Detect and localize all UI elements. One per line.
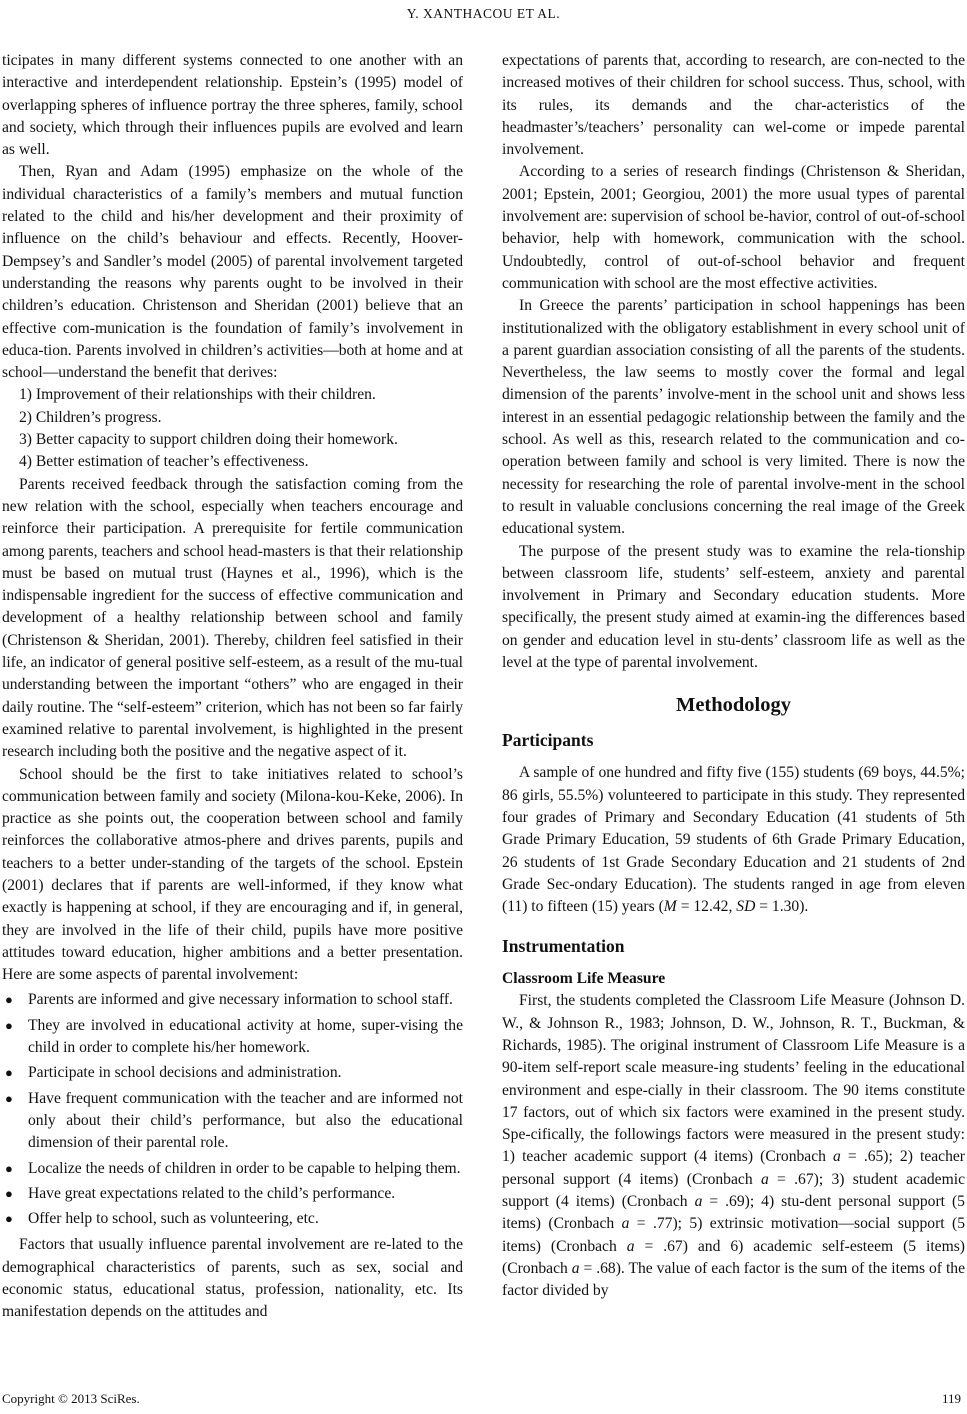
text-run: = 1.30).	[755, 898, 809, 916]
bullet-text: Participate in school decisions and administration.	[28, 1064, 342, 1082]
left-column	[2, 50, 463, 1324]
bullet-item	[2, 1208, 463, 1230]
paragraph: According to a series of research findings (Christenson & Sheridan, 2001; Epstein, 2001; Georgiou, 2001) the more usual types of parental involvement are: supervision of school be-havior, control of out-of-school behavior, help with homework, communication with the school. Undoubtedly, control of out-of-school behavior and frequent communication with school are the most effective activities.	[502, 163, 965, 292]
bullet-item	[2, 1062, 463, 1084]
stat-symbol: a	[760, 1170, 769, 1188]
numbered-item: 2) Children’s progress.	[19, 408, 162, 426]
text-run: = 12.42,	[676, 898, 737, 916]
bullet-icon: ●	[5, 1090, 13, 1106]
text-run: = .68). The value of each factor is the sum of the items of the factor divided by	[502, 1259, 965, 1300]
bullet-text: They are involved in educational activity at home, super-vising the child in order to complete his/her homework.	[28, 1016, 463, 1057]
bullet-icon: ●	[5, 992, 13, 1008]
stat-symbol: a	[833, 1148, 841, 1166]
stat-symbol: a	[626, 1237, 635, 1255]
stat-symbol: a	[694, 1193, 703, 1211]
bullet-text: Parents are informed and give necessary information to school staff.	[28, 991, 453, 1009]
paragraph-participants	[502, 762, 965, 918]
bullet-text: Offer help to school, such as volunteering, etc.	[28, 1210, 319, 1228]
stat-symbol: SD	[736, 898, 756, 916]
paragraph: In Greece the parents’ participation in school happenings has been institutionalized with the obligatory establishment in every school unit of a parent guardian association consisting of all the parents of the students. Nevertheless, the law seems to mostly cover the formal and legal dimension of the parents’ involve-ment in the school unit and shows less interest in an essential pedagogic relationship between the family and the school. As well as this, research related to the communication and co-operation between family and school is very limited. There is now the necessity for researching the role of parental involve-ment in the school to result in valuable conclusions concerning the real image of the Greek educational system.	[502, 297, 965, 538]
stat-symbol: a	[571, 1259, 580, 1277]
running-head: Y. XANTHACOU ET AL.	[406, 6, 561, 21]
bullet-item	[2, 1015, 463, 1060]
paragraph: Then, Ryan and Adam (1995) emphasize on the whole of the individual characteristics of a family’s members and mutual function related to the child and his/her development and their proximity of influence on the child’s behaviour and effects. Recently, Hoover-Dempsey’s and Sandler’s model (2005) of parental involvement targeted understanding the reasons why parents ought to be involved in their children’s education. Christenson and Sheridan (2001) believe that an effective com-munication is the foundation of family’s involvement in educa-tion. Parents involved in children’s activities—both at home and at school—understand the benefit that derives:	[2, 163, 463, 382]
bullet-icon: ●	[5, 1160, 13, 1176]
bullet-item	[2, 1183, 463, 1205]
text-run: = .67) and 6) academic self-esteem (5 items) (Cronbach	[502, 1237, 965, 1277]
section-heading-methodology: Methodology	[675, 694, 792, 717]
subsubsection-heading-classroom-life-measure: Classroom Life Measure	[502, 970, 666, 988]
subsection-heading-instrumentation: Instrumentation	[502, 936, 625, 957]
numbered-item: 1) Improvement of their relationships with their children.	[19, 386, 376, 404]
numbered-item: 3) Better capacity to support children doing their homework.	[19, 431, 398, 449]
bullet-icon: ●	[5, 1065, 13, 1081]
stat-symbol: M	[663, 898, 677, 916]
text-run: = .77); 5) extrinsic motivation—social support (5 items) (Cronbach	[502, 1215, 965, 1255]
paragraph: expectations of parents that, according to research, are con-nected to the increased motives of their children for school success. Thus, school, with its rules, its demands and the char-acteristics of the headmaster’s/teachers’ personality can wel-come or impede parental involvement.	[502, 52, 965, 159]
bullet-icon: ●	[5, 1211, 13, 1227]
text-run: = .69); 4) stu-dent personal support (5 items) (Cronbach	[502, 1193, 965, 1233]
bullet-icon: ●	[5, 1017, 13, 1033]
paragraph: School should be the first to take initiatives related to school’s communication between family and society (Milona-kou-Keke, 2006). In practice as she points out, the cooperation between school and family reinforces the collaborative atmos-phere and drives parents, pupils and teachers to a better under-standing of the targets of the school. Epstein (2001) declares that if parents are well-informed, if they know what exactly is happening at school, if they are encouraging and if, in general, they are involved in the life of their child, pupils have more positive attitudes toward education, higher ambitions and a better presentation. Here are some aspects of parental involvement:	[2, 765, 463, 984]
numbered-list	[2, 384, 463, 473]
bullet-icon: ●	[5, 1185, 13, 1201]
numbered-item: 4) Better estimation of teacher’s effectiveness.	[19, 453, 309, 471]
paragraph-clm	[502, 990, 965, 1302]
bullet-text: Have frequent communication with the teacher and are informed not only about their child’s performance, but also the educational dimension of their parental role.	[28, 1089, 463, 1152]
paragraph: Parents received feedback through the satisfaction coming from the new relation with the school, especially when teachers encourage and reinforce their participation. A prerequisite for fertile communication among parents, teachers and school head-masters is that their relationship must be based on mutual trust (Haynes et al., 1996), which is the indispensable ingredient for the success of effective communication and development of a healthy relationship between school and family (Christenson & Sheridan, 2001). Thereby, children feel satisfied in their life, an indicator of general positive self-esteem, as a result of the mu-tual understanding between the important “others” who are engaged in their daily routine. The “self-esteem” criterion, which has not been so far fairly examined relative to parental involvement, is highlighted in the present research including both the positive and the negative aspect of it.	[2, 475, 463, 761]
bullet-text: Have great expectations related to the child’s performance.	[28, 1184, 396, 1202]
text-run: = .65); 2) teacher personal support (4 items) (Cronbach	[502, 1148, 966, 1188]
text-run: = .67); 3) student academic support (4 items) (Cronbach	[502, 1170, 965, 1211]
paragraph: Factors that usually influence parental involvement are re-lated to the demographical characteristics of parents, such as sex, social and economic status, educational status, profession, nationality, etc. Its manifestation depends on the attitudes and	[2, 1236, 463, 1321]
paragraph: ticipates in many different systems connected to one another with an interactive and interdependent relationship. Epstein’s (1995) model of overlapping spheres of influence portray the three spheres, family, school and society, which through their influences pupils are evolved and learn as well.	[2, 52, 463, 159]
stat-symbol: a	[621, 1215, 630, 1233]
bullet-item	[2, 1158, 463, 1180]
bullet-item	[2, 989, 463, 1011]
bullet-text: Localize the needs of children in order to be capable to helping them.	[28, 1159, 461, 1177]
text-run: First, the students completed the Classroom Life Measure (Johnson D. W., & Johnson R., 1983; Johnson, D. W., Johnson, R. T., Buckman, & Richards, 1985). The original instrument of Classroom Life Measure is a 90-item self-report scale measure-ing students’ feeling in the educational environment and espe-cially in their classroom. The 90 items constitute 17 factors, out of which six factors were examined in the present study. Spe-cifically, the followings factors were measured in the present study: 1) teacher academic support (4 items) (Cronbach	[502, 992, 965, 1166]
bullet-item	[2, 1088, 463, 1155]
paragraph: The purpose of the present study was to examine the rela-tionship between classroom life, students’ self-esteem, anxiety and parental involvement in Primary and Secondary education students. More specifically, the present study aimed at examin-ing the differences based on gender and education level in stu-dents’ classroom life as well as the level at the type of parental involvement.	[502, 542, 965, 672]
footer-copyright: Copyright © 2013 SciRes.	[2, 1391, 140, 1406]
right-column	[502, 50, 965, 1303]
footer-page-number: 119	[941, 1391, 961, 1406]
bullet-list	[2, 989, 463, 1230]
text-run: A sample of one hundred and fifty five (155) students (69 boys, 44.5%; 86 girls, 55.5%) volunteered to participate in this study. They represented four grades of Primary and Secondary Education (41 students of 5th Grade Primary Education, 59 students of 6th Grade Primary Education, 26 students of 1st Grade Secondary Education and 21 students of 2nd Grade Sec-ondary Education). The students ranged in age from eleven (11) to fifteen (15) years (	[502, 764, 965, 916]
subsection-heading-participants: Participants	[502, 730, 594, 751]
